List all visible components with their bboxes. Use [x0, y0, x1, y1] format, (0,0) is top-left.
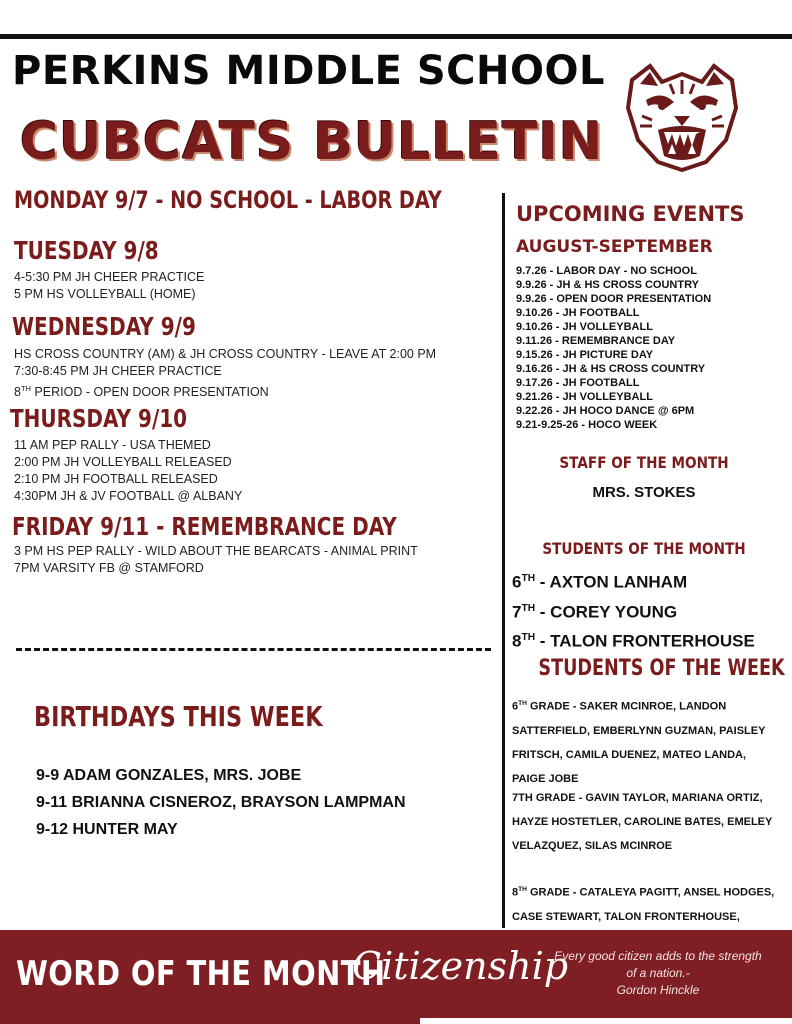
- students-of-week-grade6: 6TH GRADE - SAKER MCINROE, LANDON SATTERFIELD, EMBERLYNN GUZMAN, PAISLEY FRITSCH, CAMILA DUENEZ, MATEO LANDA, PAIGE JOBE: [512, 700, 766, 785]
- bulletin-title: CUBCATS BULLETIN: [20, 112, 604, 172]
- students-of-month-heading: STUDENTS OF THE MONTH: [542, 539, 746, 558]
- list-item: 9.22.26 - JH HOCO DANCE @ 6PM: [516, 405, 695, 417]
- school-name: PERKINS MIDDLE SCHOOL: [12, 48, 605, 94]
- event-line: 3 PM HS PEP RALLY - WILD ABOUT THE BEARCATS - ANIMAL PRINT: [14, 544, 418, 558]
- list-item: 9.7.26 - LABOR DAY - NO SCHOOL: [516, 265, 697, 277]
- wednesday-heading: WEDNESDAY 9/9: [12, 312, 196, 341]
- list-item: 9.21-9.25-26 - HOCO WEEK: [516, 419, 658, 431]
- list-item: 9.10.26 - JH VOLLEYBALL: [516, 321, 653, 333]
- thursday-events: [14, 437, 242, 505]
- event-line: 7:30-8:45 PM JH CHEER PRACTICE: [14, 364, 222, 378]
- list-item: 7TH - COREY YOUNG: [512, 602, 678, 622]
- wednesday-events: [14, 346, 436, 401]
- bobcat-logo-icon: [622, 60, 742, 172]
- list-item: 9.10.26 - JH FOOTBALL: [516, 307, 640, 319]
- column-divider: [502, 193, 505, 928]
- list-item: 9.21.26 - JH VOLLEYBALL: [516, 391, 653, 403]
- list-item: 9.16.26 - JH & HS CROSS COUNTRY: [516, 363, 706, 375]
- students-of-month-list: [512, 566, 755, 655]
- upcoming-events-list: [516, 264, 711, 432]
- list-item: 9.15.26 - JH PICTURE DAY: [516, 349, 654, 361]
- quote-author: Gordon Hinckle: [616, 983, 700, 997]
- list-item: 9-9 ADAM GONZALES, MRS. JOBE: [36, 767, 302, 784]
- word-of-month-label: WORD OF THE MONTH: [16, 954, 386, 994]
- event-line: 4-5:30 PM JH CHEER PRACTICE: [14, 270, 205, 284]
- footer-strip: [420, 1018, 792, 1024]
- event-line: 2:10 PM JH FOOTBALL RELEASED: [14, 472, 218, 486]
- upcoming-events-heading: UPCOMING EVENTS: [516, 202, 745, 226]
- event-line: 7PM VARSITY FB @ STAMFORD: [14, 561, 204, 575]
- event-line: 8TH PERIOD - OPEN DOOR PRESENTATION: [14, 384, 269, 400]
- list-item: 9-12 HUNTER MAY: [36, 821, 178, 838]
- birthdays-heading: BIRTHDAYS THIS WEEK: [34, 700, 323, 733]
- event-line: 5 PM HS VOLLEYBALL (HOME): [14, 287, 196, 301]
- event-line: 4:30PM JH & JV FOOTBALL @ ALBANY: [14, 489, 243, 503]
- friday-heading: FRIDAY 9/11 - REMEMBRANCE DAY: [12, 512, 397, 541]
- students-of-week-grade8: 8TH GRADE - CATALEYA PAGITT, ANSEL HODGES, CASE STEWART, TALON FRONTERHOUSE,: [512, 886, 775, 923]
- list-item: 9.17.26 - JH FOOTBALL: [516, 377, 640, 389]
- staff-of-month-heading: STAFF OF THE MONTH: [559, 453, 729, 472]
- students-of-week-heading: STUDENTS OF THE WEEK: [538, 656, 785, 681]
- tuesday-events: [14, 269, 204, 303]
- event-line: 11 AM PEP RALLY - USA THEMED: [14, 438, 211, 452]
- list-item: 8TH - TALON FRONTERHOUSE: [512, 631, 755, 651]
- list-item: 9.9.26 - OPEN DOOR PRESENTATION: [516, 293, 712, 305]
- students-of-week-grade7: 7TH GRADE - GAVIN TAYLOR, MARIANA ORTIZ, HAYZE HOSTETLER, CAROLINE BATES, EMELEY VELAZQUEZ, SILAS MCINROE: [512, 792, 773, 852]
- event-line: 2:00 PM JH VOLLEYBALL RELEASED: [14, 455, 232, 469]
- monday-heading: MONDAY 9/7 - NO SCHOOL - LABOR DAY: [14, 186, 442, 214]
- list-item: 6TH - AXTON LANHAM: [512, 572, 688, 592]
- top-rule: [0, 34, 792, 39]
- list-item: 9.9.26 - JH & HS CROSS COUNTRY: [516, 279, 699, 291]
- quote: [548, 948, 768, 999]
- list-item: 9.11.26 - REMEMBRANCE DAY: [516, 335, 676, 347]
- quote-text: Every good citizen adds to the strength of a nation.-: [554, 949, 762, 980]
- dashed-divider: [16, 648, 491, 651]
- upcoming-events-subheading: AUGUST-SEPTEMBER: [516, 237, 713, 257]
- event-line: HS CROSS COUNTRY (AM) & JH CROSS COUNTRY - LEAVE AT 2:00 PM: [14, 347, 437, 361]
- tuesday-heading: TUESDAY 9/8: [14, 236, 159, 265]
- thursday-heading: THURSDAY 9/10: [10, 404, 188, 433]
- staff-of-month-name: MRS. STOKES: [592, 484, 696, 501]
- list-item: 9-11 BRIANNA CISNEROZ, BRAYSON LAMPMAN: [36, 794, 406, 811]
- birthday-list: [36, 762, 406, 843]
- word-of-month: Citizenship: [352, 944, 569, 988]
- friday-events: [14, 543, 418, 577]
